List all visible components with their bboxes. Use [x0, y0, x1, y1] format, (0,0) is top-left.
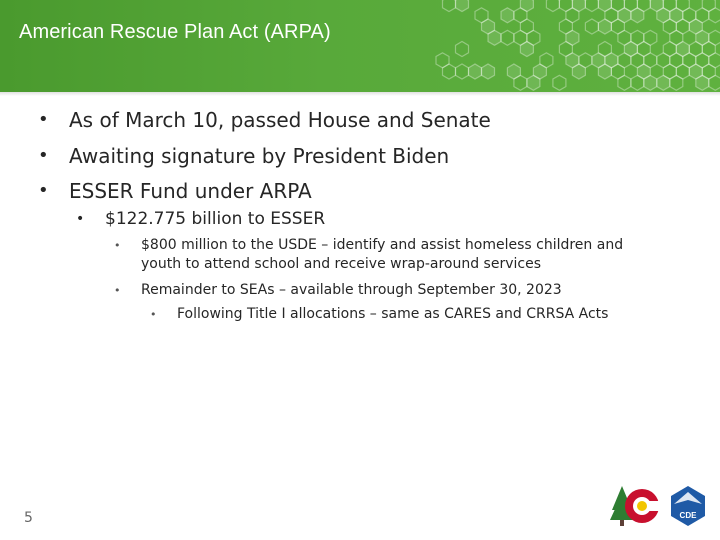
bullet-text: Remainder to SEAs – available through September 30, 2023 [141, 282, 562, 298]
footer-logos [608, 480, 718, 530]
bullet-marker: • [38, 109, 49, 130]
bullet-marker: • [150, 308, 157, 321]
bullet-text: Following Title I allocations – same as CARES and CRRSA Acts [177, 306, 609, 322]
bullet-marker: • [114, 284, 121, 297]
page-number: 5 [24, 510, 33, 526]
cde-logo [671, 486, 705, 526]
bullet-marker: • [114, 239, 121, 252]
cde-logo-text: CDE [679, 511, 697, 520]
bullet-text: $800 million to the USDE – identify and assist homeless children and youth to attend school and receive wrap-around services [141, 237, 624, 272]
bullet-text: ESSER Fund under ARPA [69, 179, 312, 203]
bullet-marker: • [38, 145, 49, 166]
bullet-text: Awaiting signature by President Biden [69, 144, 450, 168]
bullet-marker: • [76, 211, 85, 227]
bullet-text: As of March 10, passed House and Senate [69, 108, 491, 132]
colorado-c-logo [610, 486, 660, 526]
bullet-marker: • [38, 180, 49, 201]
slide-title: American Rescue Plan Act (ARPA) [19, 21, 331, 43]
bullet-text: $122.775 billion to ESSER [105, 209, 326, 229]
